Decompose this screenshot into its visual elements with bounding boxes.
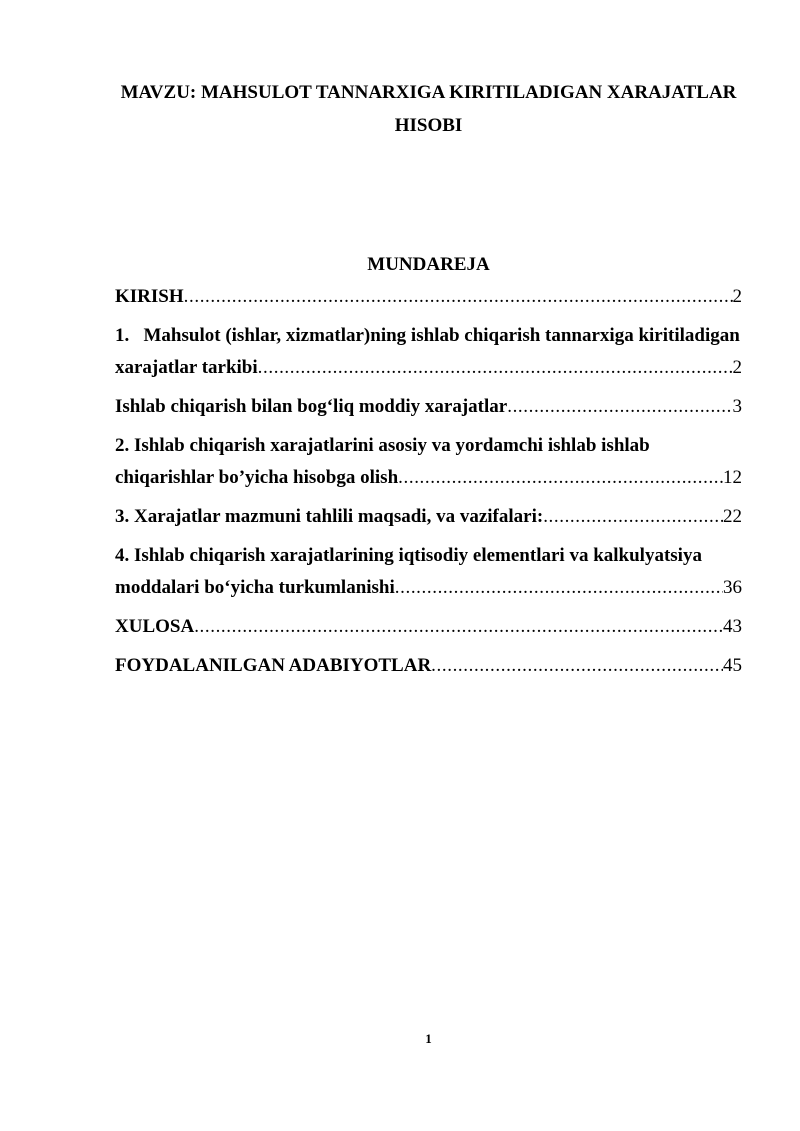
dot-leader bbox=[184, 281, 733, 313]
document-title bbox=[115, 76, 742, 142]
toc-entry-line bbox=[115, 501, 742, 533]
toc-entry-text: Ishlab chiqarish bilan bog‘liq moddiy xarajatlar bbox=[115, 396, 508, 417]
toc-entry-line bbox=[115, 611, 742, 643]
toc-entry[interactable] bbox=[115, 650, 742, 682]
footer-page-number: 1 bbox=[425, 1031, 432, 1046]
toc-entry-line bbox=[115, 391, 742, 423]
dot-leader bbox=[431, 650, 723, 682]
toc-entry-line: 4. Ishlab chiqarish xarajatlarining iqtisodiy elementlari va kalkulyatsiya bbox=[115, 545, 702, 566]
toc-entry-text: chiqarishlar bo’yicha hisobga olish bbox=[115, 467, 399, 488]
toc-entry[interactable] bbox=[115, 540, 742, 604]
document-title-line-2: HISOBI bbox=[394, 115, 463, 136]
toc-entry-text: FOYDALANILGAN ADABIYOTLAR bbox=[115, 655, 432, 676]
toc-page-number: 43 bbox=[723, 616, 742, 637]
toc-entry-text: KIRISH bbox=[115, 286, 184, 307]
toc-entry[interactable] bbox=[115, 391, 742, 423]
toc-entry[interactable] bbox=[115, 281, 742, 313]
toc-entry-line bbox=[115, 572, 742, 604]
page-content bbox=[115, 76, 742, 689]
toc-page-number: 36 bbox=[723, 577, 742, 598]
toc-entry-line: 2. Ishlab chiqarish xarajatlarini asosiy va yordamchi ishlab ishlab bbox=[115, 435, 650, 456]
toc-entry[interactable] bbox=[115, 611, 742, 643]
dot-leader bbox=[395, 572, 723, 604]
toc-page-number: 2 bbox=[732, 357, 742, 378]
toc-entry-text: moddalari bo‘yicha turkumlanishi bbox=[115, 577, 395, 598]
toc-entry-line: 1. Mahsulot (ishlar, xizmatlar)ning ishlab chiqarish tannarxiga kiritiladigan bbox=[115, 325, 740, 346]
toc-list bbox=[115, 281, 742, 682]
toc-entry-line bbox=[115, 462, 742, 494]
toc-entry-text: XULOSA bbox=[115, 616, 195, 637]
document-title-line-1: MAVZU: MAHSULOT TANNARXIGA KIRITILADIGAN XARAJATLAR bbox=[120, 82, 737, 103]
dot-leader bbox=[507, 391, 732, 423]
toc-page-number: 45 bbox=[723, 655, 742, 676]
toc-entry[interactable] bbox=[115, 501, 742, 533]
toc-entry-text: xarajatlar tarkibi bbox=[115, 357, 258, 378]
dot-leader bbox=[543, 501, 723, 533]
toc-page-number: 3 bbox=[732, 396, 742, 417]
toc-page-number: 2 bbox=[732, 286, 742, 307]
toc-entry[interactable] bbox=[115, 320, 742, 384]
toc-entry-text: 3. Xarajatlar mazmuni tahlili maqsadi, va vazifalari: bbox=[115, 506, 544, 527]
dot-leader bbox=[398, 462, 723, 494]
toc-entry[interactable] bbox=[115, 430, 742, 494]
toc-entry-line bbox=[115, 281, 742, 313]
toc-entry-line bbox=[115, 352, 742, 384]
toc-page-number: 12 bbox=[723, 467, 742, 488]
toc-heading: MUNDAREJA bbox=[367, 254, 490, 275]
dot-leader bbox=[194, 611, 723, 643]
dot-leader bbox=[258, 352, 733, 384]
toc-entry-line bbox=[115, 650, 742, 682]
toc-page-number: 22 bbox=[723, 506, 742, 527]
